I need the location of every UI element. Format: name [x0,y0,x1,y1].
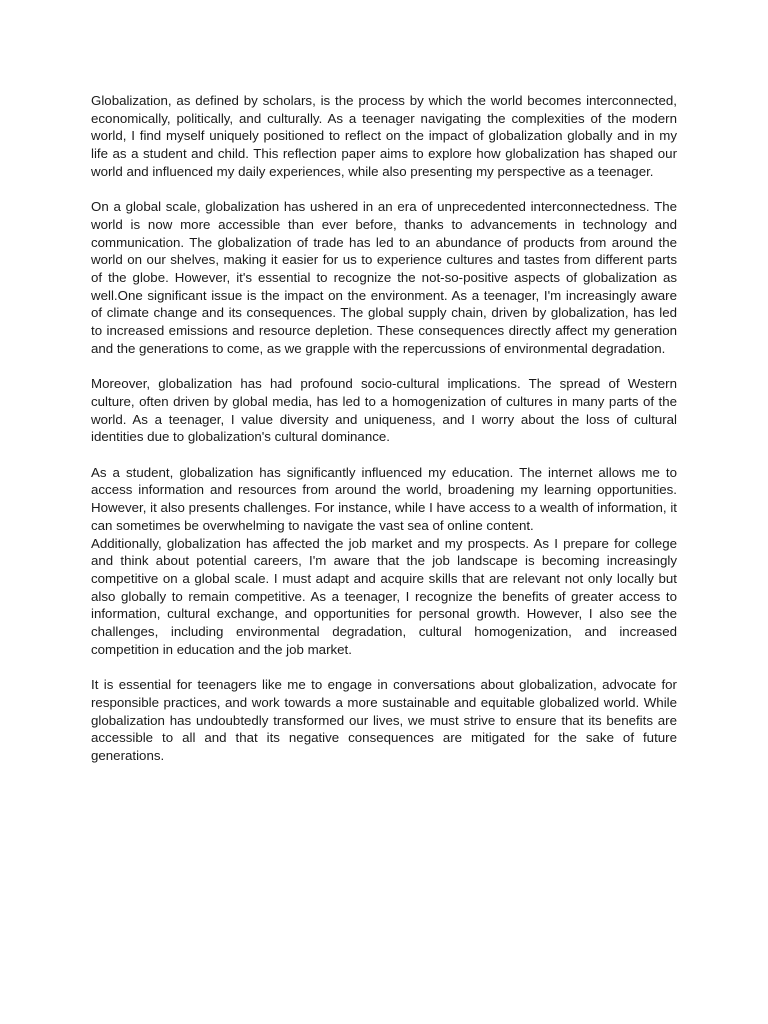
document-body [91,92,677,782]
paragraph-socio-cultural: Moreover, globalization has had profound socio-cultural implications. The spread of Western culture, often driven by global media, has led to a homogenization of cultures in many parts of the world. As a teenager, I value diversity and uniqueness, and I worry about the loss of cultural identities due to globalization's cultural dominance. [91,376,677,445]
paragraph-job-market: Additionally, globalization has affected the job market and my prospects. As I prepare for college and think about potential careers, I'm aware that the job landscape is becoming increasingly competitive on a global scale. I must adapt and acquire skills that are relevant not only locally but also globally to remain competitive. As a teenager, I recognize the benefits of greater access to information, cultural exchange, and opportunities for personal growth. However, I also see the challenges, including environmental degradation, cultural homogenization, and increased competition in education and the job market. [91,535,677,657]
paragraph-introduction: Globalization, as defined by scholars, is the process by which the world becomes interconnected, economically, politically, and culturally. As a teenager navigating the complexities of the modern world, I find myself uniquely positioned to reflect on the impact of globalization globally and in my life as a student and child. This reflection paper aims to explore how globalization has shaped our world and influenced my daily experiences, while also presenting my perspective as a teenager. [91,93,677,179]
paragraph-conclusion: It is essential for teenagers like me to engage in conversations about globalization, advocate for responsible practices, and work towards a more sustainable and equitable globalized world. While globalization has undoubtedly transformed our lives, we must strive to ensure that its benefits are accessible to all and that its negative consequences are mitigated for the sake of future generations. [91,677,677,763]
paragraph-global-scale: On a global scale, globalization has ushered in an era of unprecedented interconnectedness. The world is now more accessible than ever before, thanks to advancements in technology and communication. The globalization of trade has led to an abundance of products from around the world on our shelves, making it easier for us to experience cultures and tastes from different parts of the globe. However, it's essential to recognize the not-so-positive aspects of globalization as well.One significant issue is the impact on the environment. As a teenager, I'm increasingly aware of climate change and its consequences. The global supply chain, driven by globalization, has led to increased emissions and resource depletion. These consequences directly affect my generation and the generations to come, as we grapple with the repercussions of environmental degradation. [91,199,677,356]
paragraph-education: As a student, globalization has significantly influenced my education. The internet allows me to access information and resources from around the world, broadening my learning opportunities. However, it also presents challenges. For instance, while I have access to a wealth of information, it can sometimes be overwhelming to navigate the vast sea of online content. [91,464,677,533]
